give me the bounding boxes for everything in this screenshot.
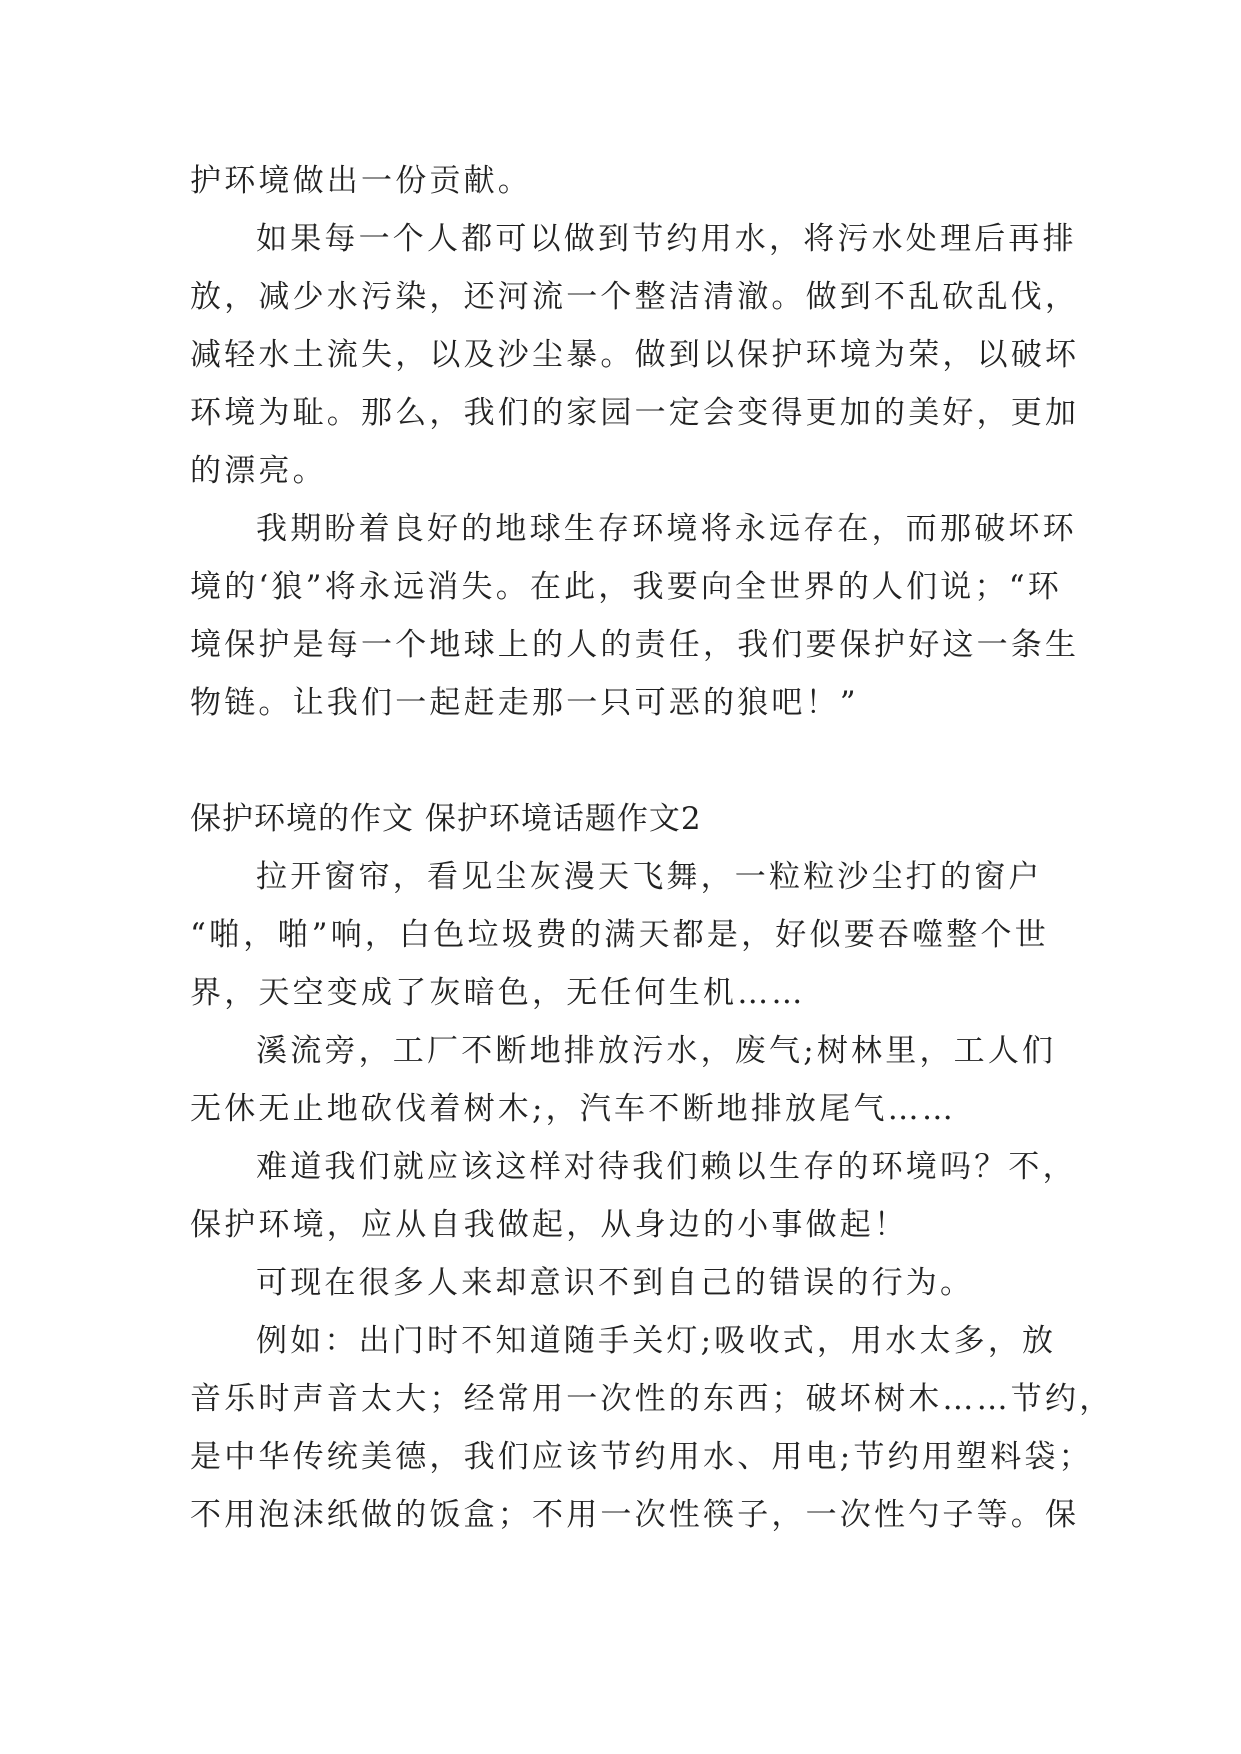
text-line: 放，减少水污染，还河流一个整洁清澈。做到不乱砍乱伐， bbox=[190, 279, 1080, 315]
text-line: 界，天空变成了灰暗色，无任何生机…… bbox=[190, 975, 806, 1011]
text-line: 环境为耻。那么，我们的家园一定会变得更加的美好，更加 bbox=[190, 395, 1080, 431]
text-line: 音乐时声音太大；经常用一次性的东西；破坏树木……节约， bbox=[190, 1381, 1114, 1417]
text-line: 减轻水土流失，以及沙尘暴。做到以保护环境为荣，以破坏 bbox=[190, 337, 1080, 373]
paragraph-start-line: 拉开窗帘，看见尘灰漫天飞舞，一粒粒沙尘打的窗户 bbox=[256, 859, 1043, 895]
paragraph-start-line: 如果每一个人都可以做到节约用水，将污水处理后再排 bbox=[256, 221, 1077, 257]
text-line: 境保护是每一个地球上的人的责任，我们要保护好这一条生 bbox=[190, 627, 1080, 663]
text-line: 不用泡沫纸做的饭盒；不用一次性筷子，一次性勺子等。保 bbox=[190, 1497, 1080, 1533]
text-line: 无休无止地砍伐着树木;，汽车不断地排放尾气…… bbox=[190, 1091, 957, 1127]
text-line: 是中华传统美德，我们应该节约用水、用电;节约用塑料袋； bbox=[190, 1439, 1093, 1475]
text-line: 的漂亮。 bbox=[190, 453, 327, 489]
paragraph-start-line: 我期盼着良好的地球生存环境将永远存在，而那破坏环 bbox=[256, 511, 1077, 547]
text-line: 护环境做出一份贡献。 bbox=[190, 163, 532, 199]
text-line: 物链。让我们一起赶走那一只可恶的狼吧！” bbox=[190, 685, 859, 721]
document-page bbox=[190, 152, 1114, 1544]
text-line: “啪，啪”响，白色垃圾费的满天都是，好似要吞噬整个世 bbox=[190, 917, 1049, 953]
paragraph-start-line: 可现在很多人来却意识不到自己的错误的行为。 bbox=[256, 1265, 975, 1301]
section-title: 保护环境的作文 保护环境话题作文2 bbox=[190, 801, 702, 837]
paragraph-start-line: 难道我们就应该这样对待我们赖以生存的环境吗？不， bbox=[256, 1149, 1077, 1185]
paragraph-start-line: 溪流旁，工厂不断地排放污水，废气;树林里，工人们 bbox=[256, 1033, 1057, 1069]
text-line: 保护环境，应从自我做起，从身边的小事做起！ bbox=[190, 1207, 909, 1243]
paragraph-start-line: 例如：出门时不知道随手关灯;吸收式，用水太多，放 bbox=[256, 1323, 1057, 1359]
text-line: 境的‘狼”将永远消失。在此，我要向全世界的人们说；“环 bbox=[190, 569, 1062, 605]
